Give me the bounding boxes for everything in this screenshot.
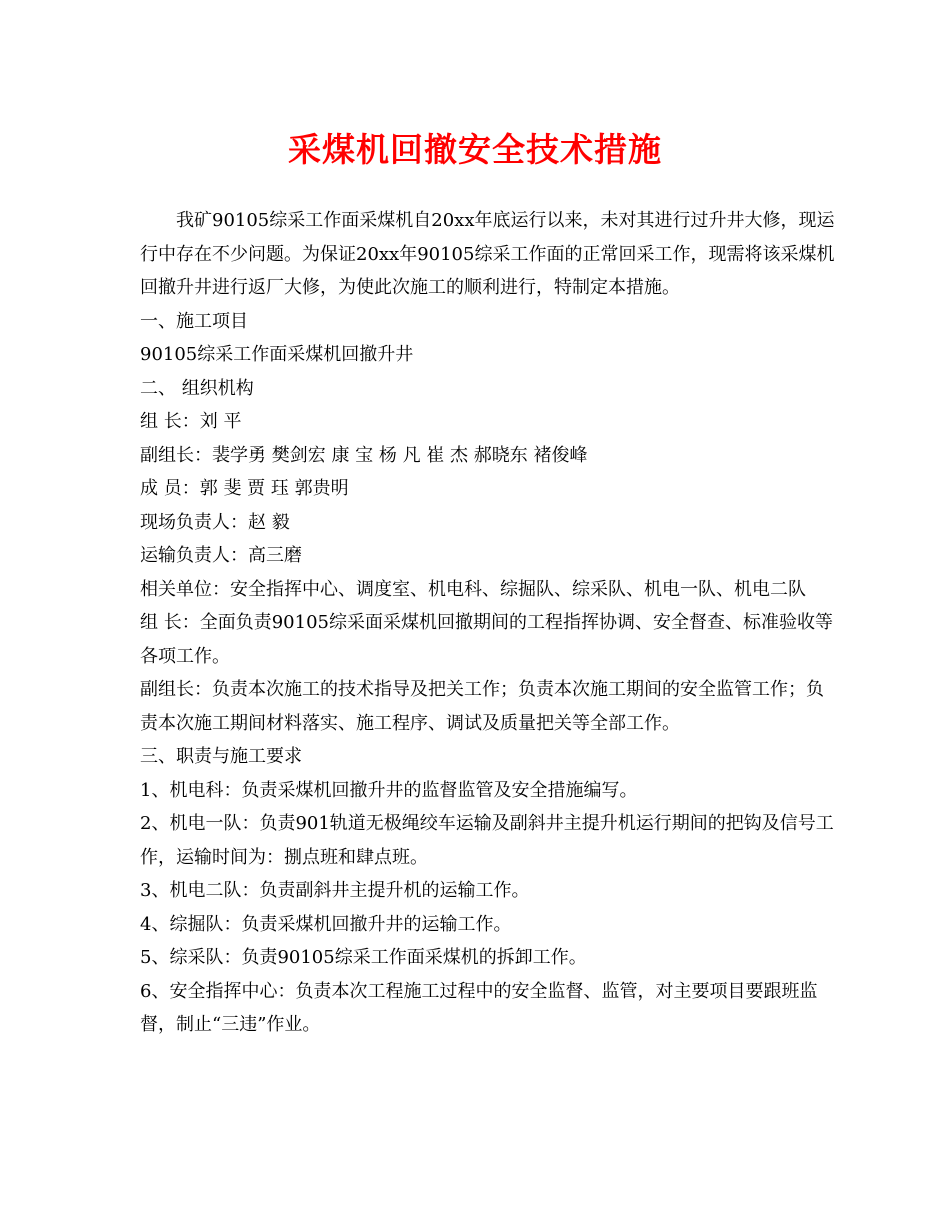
document-paragraph: 副组长：负责本次施工的技术指导及把关工作；负责本次施工期间的安全监管工作；负责本次施工期间材料落实、施工程序、调试及质量把关等全部工作。 [140, 679, 824, 734]
document-paragraph: 二、 组织机构 [140, 377, 254, 399]
document-paragraph: 相关单位：安全指挥中心、调度室、机电科、综掘队、综采队、机电一队、机电二队 [140, 578, 806, 600]
document-paragraph: 1、机电科：负责采煤机回撤升井的监督监管及安全措施编写。 [140, 779, 638, 801]
document-paragraph: 2、机电一队：负责901轨道无极绳绞车运输及副斜井主提升机运行期间的把钩及信号工作，运输时间为：捌点班和肆点班。 [140, 813, 834, 868]
document-paragraph: 运输负责人：高三磨 [140, 545, 302, 566]
document-paragraph: 6、安全指挥中心：负责本次工程施工过程中的安全监督、监管，对主要项目要跟班监督，制止“三违”作业。 [140, 980, 818, 1035]
document-paragraph: 90105综采工作面采煤机回撤升井 [140, 344, 414, 365]
document-paragraph: 4、综掘队：负责采煤机回撤升井的运输工作。 [140, 913, 512, 935]
document-paragraph: 我矿90105综采工作面采煤机自20xx年底运行以来，未对其进行过升井大修，现运行中存在不少问题。为保证20xx年90105综采工作面的正常回采工作，现需将该采煤机回撤升井进行返厂大修，为使此次施工的顺利进行，特制定本措施。 [140, 210, 835, 298]
document-paragraph: 组 长：全面负责90105综采面采煤机回撤期间的工程指挥协调、安全督查、标准验收等各项工作。 [140, 612, 833, 667]
document-paragraph: 一、施工项目 [140, 310, 248, 332]
document-title: 采煤机回撤安全技术措施 [288, 130, 662, 169]
document-paragraph: 3、机电二队：负责副斜井主提升机的运输工作。 [140, 880, 530, 901]
document-paragraph: 成 员：郭 斐 贾 珏 郭贵明 [140, 478, 349, 499]
document-paragraph: 副组长：裴学勇 樊剑宏 康 宝 杨 凡 崔 杰 郝晓东 褚俊峰 [140, 444, 588, 466]
document-paragraph: 5、综采队：负责90105综采工作面采煤机的拆卸工作。 [140, 947, 587, 968]
document-paragraph: 现场负责人：赵 毅 [140, 511, 290, 533]
document-paragraph: 三、职责与施工要求 [140, 746, 302, 767]
document-paragraph: 组 长：刘 平 [140, 411, 242, 432]
document-body [140, 204, 840, 1042]
